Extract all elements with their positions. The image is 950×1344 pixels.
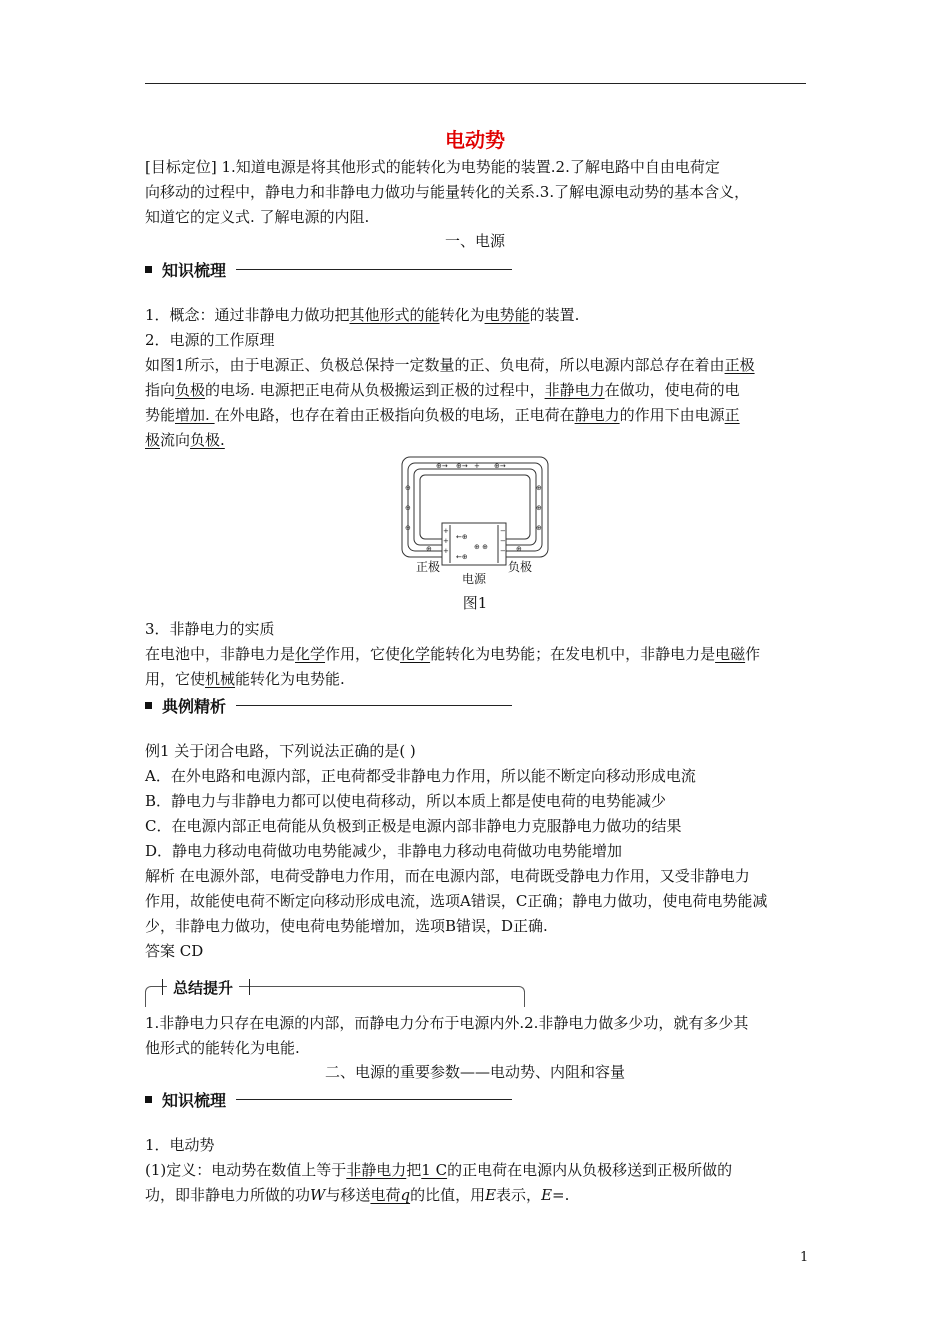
- heading-label: 典例精析: [162, 697, 227, 716]
- principle-heading: 2．电源的工作原理: [145, 331, 275, 349]
- svg-text:−: −: [500, 537, 506, 545]
- intro-line-1: [目标定位] 1.知道电源是将其他形式的能转化为电势能的装置.2.了解电路中自由电荷定: [145, 158, 720, 176]
- square-bullet-icon: [145, 702, 152, 709]
- svg-text:+: +: [443, 527, 449, 535]
- section-2-title: 二、电源的重要参数——电动势、内阻和容量: [324, 1063, 625, 1081]
- knowledge-heading-2: [145, 1088, 512, 1111]
- knowledge-heading-1: [145, 258, 512, 281]
- emf-definition-line-1: (1)定义：电动势在数值上等于非静电力把1 C的正电荷在电源内从负极移送到正极所做的: [145, 1161, 733, 1179]
- page-title: 电动势: [445, 128, 505, 152]
- svg-text:⊕ ⊕: ⊕ ⊕: [474, 543, 488, 551]
- analysis-line-2: 作用，故能使电荷不断定向移动形成电流，选项A错误，C正确；静电力做功，使电荷电势能减: [145, 892, 768, 910]
- square-bullet-icon: [145, 1096, 152, 1103]
- svg-text:⊕: ⊕: [536, 484, 542, 492]
- header-rule: [145, 83, 806, 84]
- svg-text:+: +: [474, 462, 480, 470]
- svg-text:⊕: ⊕: [405, 524, 411, 532]
- svg-text:⊕: ⊕: [516, 545, 522, 553]
- emf-heading: 1．电动势: [145, 1136, 215, 1154]
- analysis-line-3: 少，非静电力做功，使电荷电势能增加，选项B错误，D正确.: [145, 917, 548, 935]
- svg-text:⊕→: ⊕→: [494, 462, 506, 470]
- svg-text:+: +: [443, 537, 449, 545]
- essence-line-2: 用，它使机械能转化为电势能.: [145, 670, 345, 688]
- svg-text:−: −: [500, 547, 506, 555]
- option-b: B．静电力与非静电力都可以使电荷移动，所以本质上都是使电荷的电势能减少: [145, 792, 667, 810]
- summary-tick: [162, 979, 163, 995]
- svg-text:+: +: [443, 547, 449, 555]
- intro-line-3: 知道它的定义式. 了解电源的内阻.: [145, 208, 370, 226]
- svg-text:⊕→: ⊕→: [456, 462, 468, 470]
- emf-definition-line-2: 功，即非静电力所做的功W与移送电荷q的比值，用E表示，E=.: [145, 1186, 570, 1204]
- label-positive: 正极: [416, 560, 441, 574]
- svg-text:⊕: ⊕: [405, 484, 411, 492]
- heading-label: 知识梳理: [162, 261, 227, 280]
- section-1-title: 一、电源: [444, 232, 505, 250]
- option-a: A．在外电路和电源内部，正电荷都受非静电力作用，所以能不断定向移动形成电流: [145, 767, 696, 785]
- example-heading: [145, 694, 512, 717]
- essence-heading: 3．非静电力的实质: [145, 620, 275, 638]
- svg-text:⊕→: ⊕→: [436, 462, 448, 470]
- principle-line-3: 势能增加. 在外电路，也存在着由正极指向负极的电场，正电荷在静电力的作用下由电源正: [145, 406, 740, 424]
- summary-line-1: 1.非静电力只存在电源的内部，而静电力分布于电源内外.2.非静电力做多少功，就有多少其: [145, 1014, 749, 1032]
- svg-text:←⊕: ←⊕: [456, 533, 468, 541]
- label-negative: 负极: [508, 560, 533, 574]
- page-number: 1: [800, 1250, 809, 1265]
- option-c: C．在电源内部正电荷能从负极到正极是电源内部非静电力克服静电力做功的结果: [145, 817, 682, 835]
- heading-rule: [236, 1099, 512, 1100]
- svg-text:←⊕: ←⊕: [456, 553, 468, 561]
- svg-text:⊕: ⊕: [426, 545, 432, 553]
- label-source: 电源: [462, 572, 487, 586]
- square-bullet-icon: [145, 266, 152, 273]
- intro-line-2: 向移动的过程中，静电力和非静电力做功与能量转化的关系.3.了解电源电动势的基本含义，: [145, 183, 750, 201]
- principle-line-2: 指向负极的电场. 电源把正电荷从负极搬运到正极的过程中，非静电力在做功，使电荷的电: [145, 381, 740, 399]
- summary-heading: 总结提升: [167, 977, 239, 998]
- concept-paragraph: 1．概念：通过非静电力做功把其他形式的能转化为电势能的装置.: [145, 306, 580, 324]
- svg-text:−: −: [500, 527, 506, 535]
- analysis-line-1: 解析 在电源外部，电荷受静电力作用，而在电源内部，电荷既受静电力作用，又受非静电力: [145, 867, 750, 885]
- answer: 答案 CD: [145, 942, 204, 960]
- principle-line-1: 如图1所示，由于电源正、负极总保持一定数量的正、负电荷，所以电源内部总存在着由正极: [145, 356, 755, 374]
- heading-label: 知识梳理: [162, 1091, 227, 1110]
- svg-text:⊕: ⊕: [536, 524, 542, 532]
- heading-rule: [236, 269, 512, 270]
- svg-text:⊕: ⊕: [405, 504, 411, 512]
- svg-text:⊕: ⊕: [536, 504, 542, 512]
- example-question: 例1 关于闭合电路，下列说法正确的是( ): [145, 742, 416, 760]
- heading-rule: [236, 705, 512, 706]
- summary-line-2: 他形式的能转化为电能.: [145, 1039, 300, 1057]
- circuit-figure: [398, 455, 554, 587]
- figure-caption: 图1: [462, 594, 488, 612]
- principle-line-4: 极流向负极.: [145, 431, 225, 449]
- option-d: D．静电力移动电荷做功电势能减少，非静电力移动电荷做功电势能增加: [145, 842, 623, 860]
- essence-line-1: 在电池中，非静电力是化学作用，它使化学能转化为电势能；在发电机中，非静电力是电磁作: [145, 645, 761, 663]
- summary-tick: [249, 979, 250, 995]
